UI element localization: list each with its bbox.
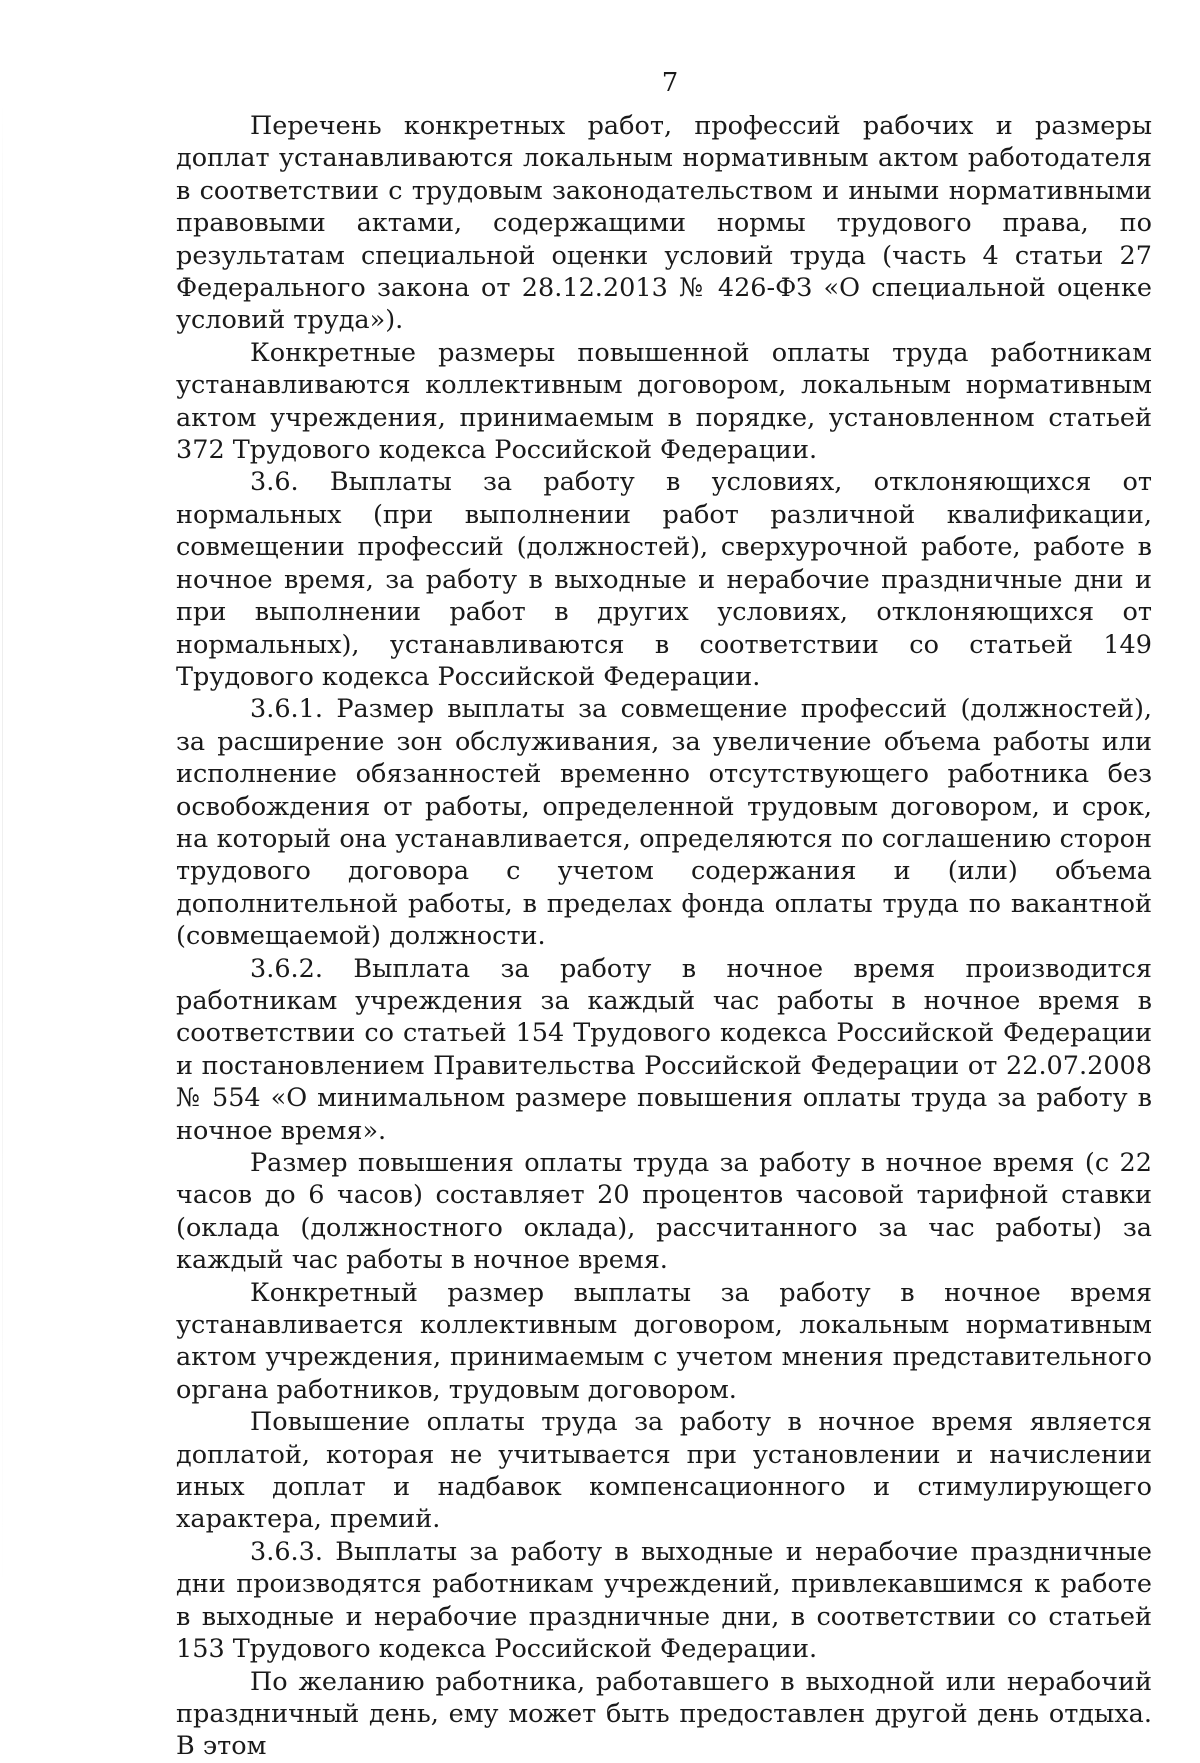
paragraph-night-pay-specific: Конкретный размер выплаты за работу в ночное время устанавливается коллективным договором, локальным нормативным актом учреждения, принимаемым с учетом мнения представительного органа работников, трудовым договором.	[176, 1277, 1152, 1405]
paragraph-increased-pay: Конкретные размеры повышенной оплаты труда работникам устанавливаются коллективным договором, локальным нормативным актом учреждения, принимаемым в порядке, установленном статьей 372 Трудового кодекса Российской Федерации.	[176, 337, 1152, 466]
paragraph-night-pay-surcharge: Повышение оплаты труда за работу в ночное время является доплатой, которая не учитывается при установлении и начислении иных доплат и надбавок компенсационного и стимулирующего характера, премий.	[176, 1407, 1152, 1535]
paragraph-3-6-2: 3.6.2. Выплата за работу в ночное время производится работникам учреждения за каждый час работы в ночное время в соответствии со статьей 154 Трудового кодекса Российской Федерации и постановлением Правительства Российской Федерации от 22.07.2008 № 554 «О минимальном размере повышения оплаты труда за работу в ночное время».	[176, 953, 1152, 1146]
scan-edge-shadow	[2, 100, 3, 1600]
page-number: 7	[661, 68, 679, 98]
paragraph-day-off: По желанию работника, работавшего в выходной или нерабочий праздничный день, ему может быть предоставлен другой день отдыха. В этом	[176, 1666, 1152, 1762]
paragraph-3-6-3: 3.6.3. Выплаты за работу в выходные и нерабочие праздничные дни производятся работникам учреждений, привлекавшимся к работе в выходные и нерабочие праздничные дни, в соответствии со статьей 153 Трудового кодекса Российской Федерации.	[176, 1536, 1152, 1665]
paragraph-3-6-1: 3.6.1. Размер выплаты за совмещение профессий (должностей), за расширение зон обслуживания, за увеличение объема работы или исполнение обязанностей временно отсутствующего работника без освобождения от работы, определенной трудовым договором, и срок, на который она устанавливается, определяются по соглашению сторон трудового договора с учетом содержания и (или) объема дополнительной работы, в пределах фонда оплаты труда по вакантной (совмещаемой) должности.	[176, 694, 1152, 952]
paragraph-work-list: Перечень конкретных работ, профессий рабочих и размеры доплат устанавливаются локальным нормативным актом работодателя в соответствии с трудовым законодательством и иными нормативными правовыми актами, содержащими нормы трудового права, по результатам специальной оценки условий труда (часть 4 статьи 27 Федерального закона от 28.12.2013 № 426-ФЗ «О специальной оценке условий труда»).	[176, 111, 1152, 336]
document-body	[176, 110, 1152, 1763]
paragraph-3-6: 3.6. Выплаты за работу в условиях, отклоняющихся от нормальных (при выполнении работ различной квалификации, совмещении профессий (должностей), сверхурочной работе, работе в ночное время, за работу в выходные и нерабочие праздничные дни и при выполнении работ в других условиях, отклоняющихся от нормальных), устанавливаются в соответствии со статьей 149 Трудового кодекса Российской Федерации.	[176, 467, 1152, 692]
paragraph-night-pay-size: Размер повышения оплаты труда за работу в ночное время (с 22 часов до 6 часов) составляет 20 процентов часовой тарифной ставки (оклада (должностного оклада), рассчитанного за час работы) за каждый час работы в ночное время.	[176, 1148, 1152, 1276]
